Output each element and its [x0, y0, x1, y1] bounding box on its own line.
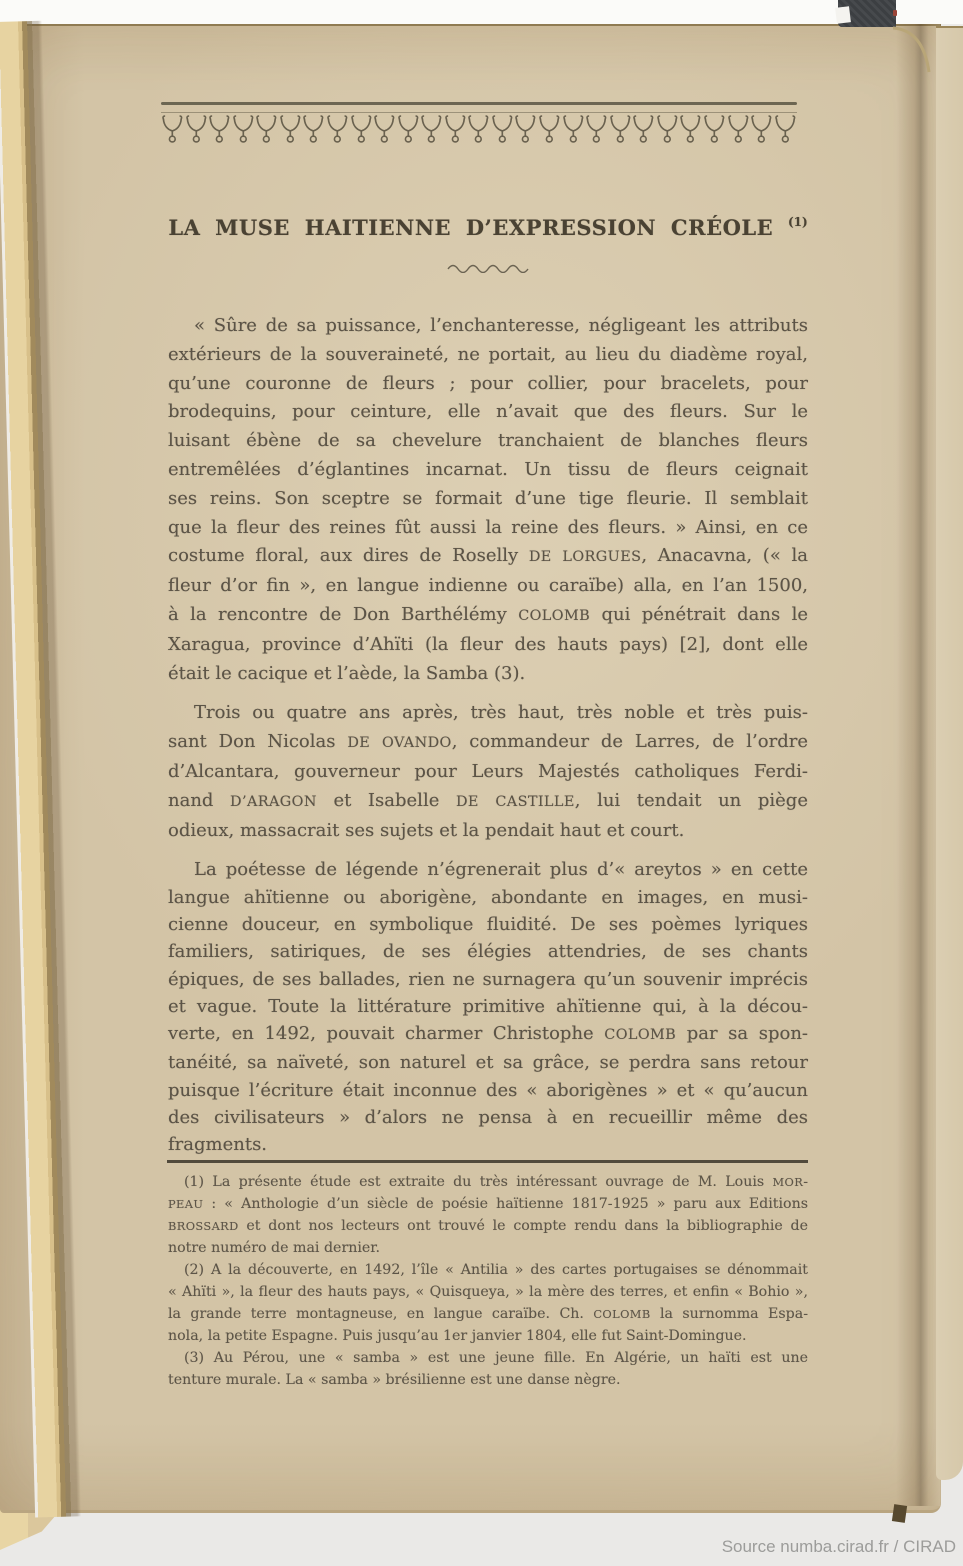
wavy-divider-icon [446, 263, 530, 273]
text-line: PEAU : « Anthologie d’un siècle de poésie haïtienne 1817-1925 » paru aux Editions [168, 1196, 808, 1212]
text-line: Trois ou quatre ans après, très haut, très noble et très puis- [194, 702, 808, 724]
paragraph [168, 699, 808, 845]
text-line: que la fleur des reines fût aussi la reine des fleurs. » Ainsi, en ce [168, 516, 808, 538]
text-line: d’Alcantara, gouverneur pour Leurs Majestés catholiques Ferdi- [168, 760, 808, 782]
text-line: « Sûre de sa puissance, l’enchanteresse, négligeant les attributs [194, 315, 808, 336]
ornament-icon [467, 115, 490, 145]
ornament-icon [679, 115, 702, 145]
text-line: cienne douceur, en symbolique fluidité. De ses poèmes lyriques [168, 913, 808, 935]
body-text [168, 312, 808, 1159]
text-line: ses reins. Son sceptre se formait d’une tige fleurie. Il semblait [168, 487, 808, 509]
text-line: des civilisateurs » d’alors ne pensa à en recueillir même des [168, 1107, 808, 1129]
ornament-icon [161, 115, 184, 145]
ornament-icon [302, 115, 325, 145]
text-line: La poétesse de légende n’égrenerait plus d’« areytos » en cette [194, 859, 808, 881]
ornament-icon [444, 115, 467, 145]
ornament-icon [750, 115, 773, 145]
text-line: nand D’ARAGON et Isabelle DE CASTILLE, lui tendait un piège [168, 789, 808, 811]
text-line: nola, la petite Espagne. Puis jusqu’au 1er janvier 1804, elle fut Saint-Domingue. [168, 1328, 747, 1344]
ornament-icon [373, 115, 396, 145]
text-line: fragments. [168, 1134, 268, 1156]
ornament-icon [632, 115, 655, 145]
top-rule-thick [161, 102, 797, 105]
text-line: (2) A la découverte, en 1492, l’île « Antilia » des cartes portugaises se dénommait [184, 1262, 808, 1278]
text-line: odieux, massacrait ses sujets et la pendait haut et court. [168, 819, 685, 841]
ornament-icon [255, 115, 278, 145]
ornament-icon [491, 115, 514, 145]
ornament-icon [185, 115, 208, 145]
text-line: et vague. Toute la littérature primitive ahïtienne qui, à la décou- [168, 995, 808, 1017]
text-line: fleur d’or fin », en langue indienne ou caraïbe) alla, en l’an 1500, [168, 575, 808, 597]
text-line: (3) Au Pérou, une « samba » est une jeune fille. En Algérie, un haïti est une [184, 1350, 808, 1366]
source-attribution: Source numba.cirad.fr / CIRAD [721, 1537, 956, 1556]
ornament-icon [562, 115, 585, 145]
text-line: notre numéro de mai dernier. [168, 1240, 381, 1256]
text-line: épiques, de ses ballades, rien ne surnagera qu’un souvenir imprécis [168, 968, 808, 990]
text-line: langue ahïtienne ou aborigène, abondante en images, en musi- [168, 886, 808, 908]
ornament-icon [609, 115, 632, 145]
text-line: la grande terre montagneuse, en langue caraïbe. Ch. COLOMB la surnomma Espa- [168, 1306, 808, 1322]
article-title-text: LA MUSE HAITIENNE D’EXPRESSION CRÉOLE [168, 215, 774, 240]
text-line: était le cacique et l’aède, la Samba (3). [168, 662, 526, 684]
footnotes [168, 1171, 808, 1391]
ornament-icon [232, 115, 255, 145]
ornament-icon [585, 115, 608, 145]
ornament-icon [397, 115, 420, 145]
text-line: familiers, satiriques, de ses élégies attendries, de ses chants [168, 941, 808, 963]
footnote-rule [167, 1160, 808, 1163]
text-line: puisque l’écriture était inconnue des « aborigènes » et « qu’aucun [168, 1079, 808, 1101]
text-line: costume floral, aux dires de Roselly DE LORGUES, Anacavna, (« la [168, 545, 808, 567]
text-line: extérieurs de la souveraineté, ne portait, au lieu du diadème royal, [168, 343, 808, 365]
text-line: à la rencontre de Don Barthélémy COLOMB qui pénétrait dans le [168, 603, 809, 625]
ornament-icon [514, 115, 537, 145]
article-title [168, 215, 808, 240]
text-line: sant Don Nicolas DE OVANDO, commandeur de Larres, de l’ordre [168, 731, 808, 753]
ornament-row [161, 115, 797, 145]
title-footnote-marker: (1) [787, 215, 808, 229]
ornament-icon [774, 115, 797, 145]
text-line: luisant ébène de sa chevelure tranchaient de blanches fleurs [168, 430, 808, 452]
text-line: tanéité, sa naïveté, son naturel et sa grâce, se perdra sans retour [168, 1052, 808, 1074]
text-line: verte, en 1492, pouvait charmer Christophe COLOMB par sa spon- [168, 1023, 808, 1045]
footnote [168, 1347, 808, 1391]
ornament-icon [538, 115, 561, 145]
ornament-icon [727, 115, 750, 145]
ornament-icon [350, 115, 373, 145]
wavy-divider [168, 258, 808, 277]
text-line: entremêlées d’églantines incarnat. Un tissu de fleurs ceignait [168, 458, 808, 480]
ornament-icon [208, 115, 231, 145]
text-line: qu’une couronne de fleurs ; pour collier, pour bracelets, pour [168, 372, 808, 394]
paragraph [168, 856, 808, 1158]
text-line: Xaragua, province d’Ahïti (la fleur des hauts pays) [2], dont elle [168, 633, 808, 655]
ornament-icon [703, 115, 726, 145]
top-rule-thin [161, 112, 797, 113]
text-line: BROSSARD et dont nos lecteurs ont trouvé le compte rendu dans la bibliographie de [168, 1218, 808, 1234]
footnote [168, 1259, 808, 1347]
text-line: (1) La présente étude est extraite du très intéressant ouvrage de M. Louis MOR- [184, 1174, 808, 1190]
text-line: tenture murale. La « samba » brésilienne est une danse nègre. [168, 1372, 621, 1388]
text-line: « Ahïti », la fleur des hauts pays, « Quisqueya, » la mère des terres, et enfin « Bohio », [168, 1284, 808, 1300]
footnote [168, 1171, 808, 1259]
text-line: brodequins, pour ceinture, elle n’avait que des fleurs. Sur le [168, 401, 808, 423]
header-ornament-band [161, 102, 797, 145]
ornament-icon [420, 115, 443, 145]
ornament-icon [656, 115, 679, 145]
paragraph [168, 312, 808, 688]
ornament-icon [326, 115, 349, 145]
ornament-icon [279, 115, 302, 145]
